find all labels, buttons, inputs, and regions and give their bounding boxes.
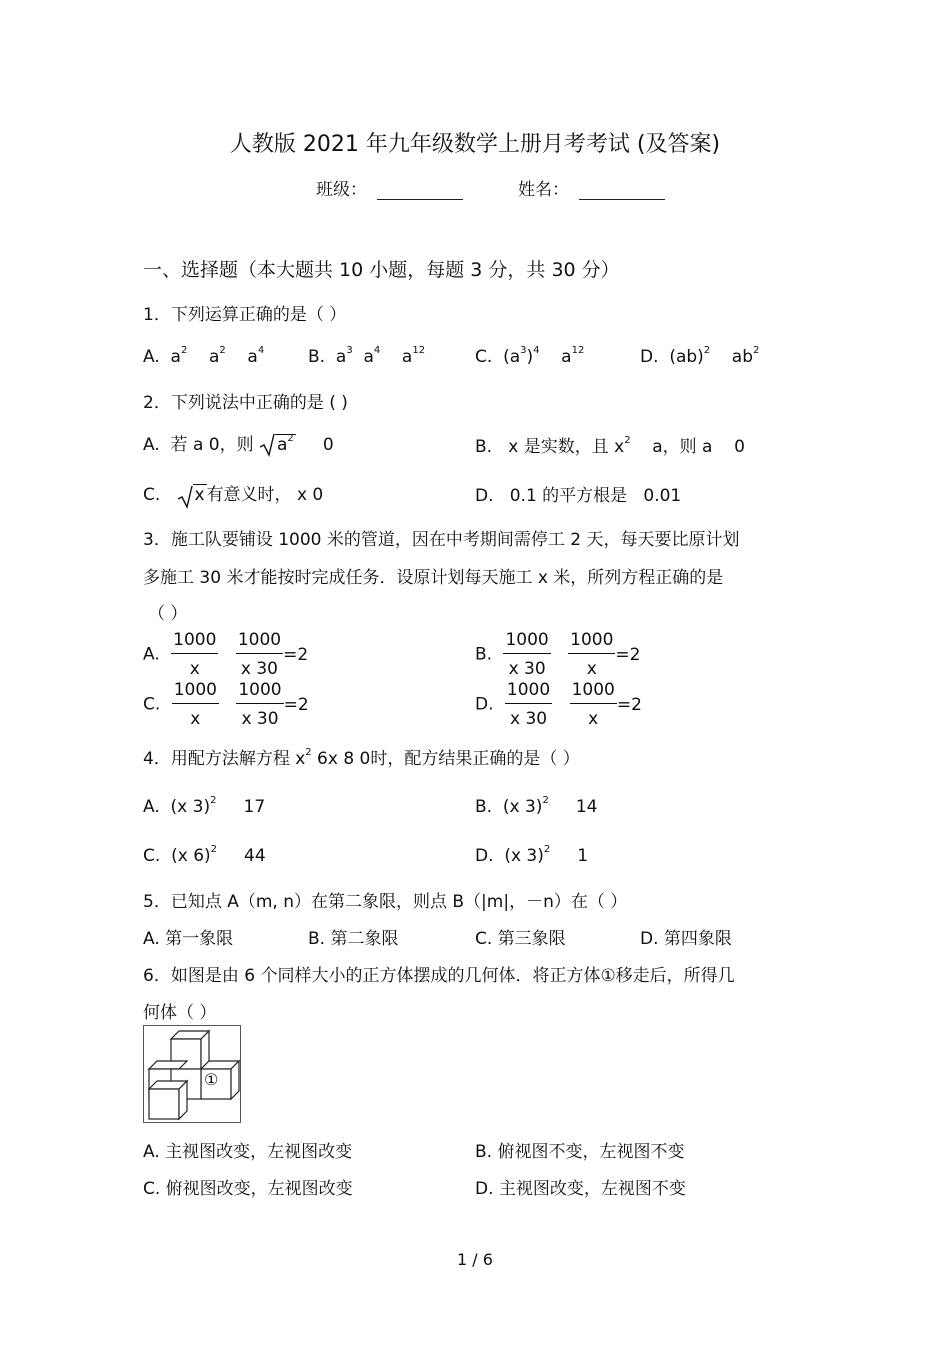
q5-option-b: B. 第二象限	[308, 929, 399, 949]
question-4-stem: 4．用配方法解方程 $x^2$ 6x 8 0时，配方结果正确的是（ ）	[143, 747, 580, 769]
q2-option-b: B. x 是实数，且 $x^2$ a，则 a 0	[475, 435, 745, 457]
q3-option-b: B. $\frac{1000}{x 30}$ $\frac{1000}{x}$ =2	[475, 630, 641, 679]
document-title: 人教版 2021 年九年级数学上册月考考试 (及答案)	[229, 132, 721, 157]
class-blank	[377, 181, 463, 200]
q4-option-b: B. (x 3)$^2$ 14	[475, 795, 598, 817]
question-6-line2: 何体（ ）	[143, 1003, 217, 1023]
question-5-stem: 5．已知点 A（m, n）在第二象限，则点 B（|m|，－n）在（ ）	[143, 892, 628, 912]
page-number: 1 / 6	[457, 1250, 493, 1269]
q2-option-d: D. 0.1 的平方根是 0.01	[475, 486, 682, 506]
q5-option-a: A. 第一象限	[143, 929, 234, 949]
name-blank	[579, 181, 665, 200]
q3-option-c: C. $\frac{1000}{x}$ $\frac{1000}{x 30}$ =2	[143, 680, 309, 729]
q4-option-a: A. (x 3)$^2$ 17	[143, 795, 266, 817]
q4-option-c: C. (x 6)$^2$ 44	[143, 844, 266, 866]
q1-option-a: A. $a^2$ $a^2$ $a^4$	[143, 345, 265, 367]
name-label: 姓名：	[518, 180, 569, 200]
q6-option-d: D. 主视图改变，左视图不变	[475, 1179, 686, 1199]
question-2-stem: 2．下列说法中正确的是 ( )	[143, 393, 348, 413]
q2-option-a: A. 若 a 0，则 $a^2$ 0	[143, 433, 334, 455]
radical-sign: x	[177, 485, 207, 505]
question-3-line1: 3．施工队要铺设 1000 米的管道，因在中考期间需停工 2 天，每天要比原计划	[143, 530, 740, 550]
cube-figure	[143, 1025, 241, 1123]
question-3-line3: （ ）	[148, 604, 188, 624]
q3-option-d: D. $\frac{1000}{x 30}$ $\frac{1000}{x}$ =2	[475, 680, 642, 729]
q5-option-d: D. 第四象限	[640, 929, 732, 949]
name-field	[518, 175, 665, 200]
q2-option-c: C. x 有意义时， x 0	[143, 485, 324, 505]
question-6-line1: 6．如图是由 6 个同样大小的正方体摆成的几何体．将正方体①移走后，所得几	[143, 966, 735, 986]
class-label: 班级：	[316, 180, 367, 200]
question-1-stem: 1．下列运算正确的是（ ）	[143, 305, 347, 325]
cube-1-marker: ①	[204, 1070, 219, 1089]
question-3-line2: 多施工 30 米才能按时完成任务．设原计划每天施工 x 米，所列方程正确的是	[143, 568, 724, 588]
q5-option-c: C. 第三象限	[475, 929, 566, 949]
q4-option-d: D. (x 3)$^2$ 1	[475, 844, 589, 866]
cube-figure-drawing	[143, 1025, 241, 1123]
q3-option-a: A. $\frac{1000}{x}$ $\frac{1000}{x 30}$ =2	[143, 630, 309, 679]
q1-option-d: D. (ab)$^2$ $ab^2$	[640, 345, 760, 367]
q6-option-a: A. 主视图改变，左视图改变	[143, 1142, 353, 1162]
q6-option-b: B. 俯视图不变，左视图不变	[475, 1142, 685, 1162]
q6-option-c: C. 俯视图改变，左视图改变	[143, 1179, 353, 1199]
section-heading: 一、选择题（本大题共 10 小题，每题 3 分，共 30 分）	[143, 259, 620, 281]
q1-option-b: B. $a^3$ $a^4$ $a^{12}$	[308, 345, 426, 367]
class-field	[316, 175, 463, 200]
q1-option-c: C. $(a^3)^4$ $a^{12}$	[475, 345, 585, 367]
radical-sign: $a^2$	[259, 433, 296, 455]
